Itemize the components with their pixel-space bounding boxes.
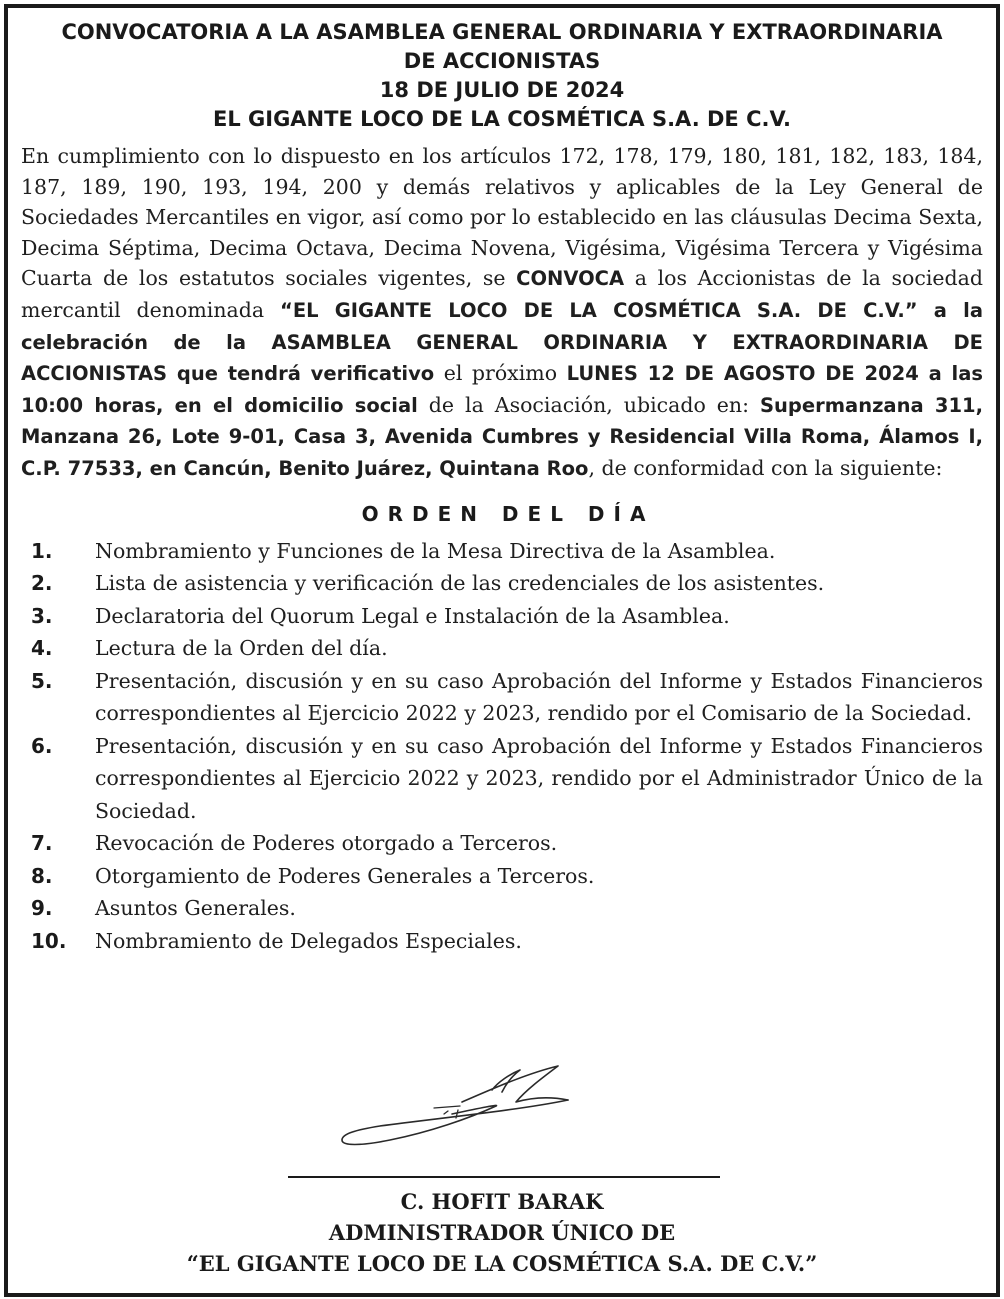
title-company: EL GIGANTE LOCO DE LA COSMÉTICA S.A. DE C.V. (212, 107, 791, 131)
title-line-2: DE ACCIONISTAS (403, 49, 601, 73)
list-item (21, 632, 983, 665)
intro-text-3: el próximo (434, 361, 567, 386)
list-item (21, 600, 983, 633)
list-item-text: Nombramiento y Funciones de la Mesa Directiva de la Asamblea. (95, 538, 776, 563)
list-item (21, 665, 983, 730)
list-item-number: 8. (31, 863, 53, 888)
list-item (21, 925, 983, 958)
list-item-text: Asuntos Generales. (95, 896, 296, 921)
intro-bold-company: “EL GIGANTE LOCO DE LA COSMÉTICA S.A. DE C.V.” a la celebración de la ASAMBLEA GENERAL ORDINARIA Y EXTRAORDINARIA DE ACCIONISTAS que tendrá verificativo (21, 298, 983, 386)
intro-bold-date: LUNES 12 DE AGOSTO DE 2024 a las 10:00 horas, en el domicilio social (21, 362, 983, 417)
list-item-number: 2. (31, 571, 53, 596)
list-item (21, 892, 983, 925)
list-item (21, 827, 983, 860)
list-item-text: Nombramiento de Delegados Especiales. (95, 928, 522, 953)
signer-block (8, 1186, 996, 1279)
agenda-title: ORDEN DEL DÍA (361, 501, 655, 526)
signer-company: “EL GIGANTE LOCO DE LA COSMÉTICA S.A. DE C.V.” (186, 1251, 818, 1276)
list-item-number: 1. (31, 538, 53, 563)
list-item (21, 730, 983, 828)
intro-bold-address: Supermanzana 311, Manzana 26, Lote 9-01, Casa 3, Avenida Cumbres y Residencial Villa Roma, Álamos I, C.P. 77533, en Cancún, Benito Juárez, Quintana Roo (21, 393, 983, 480)
list-item-number: 5. (31, 668, 53, 693)
handwritten-signature-icon (320, 1062, 620, 1157)
title-line-1: CONVOCATORIA A LA ASAMBLEA GENERAL ORDINARIA Y EXTRAORDINARIA (61, 20, 943, 44)
list-item-text: Presentación, discusión y en su caso Aprobación del Informe y Estados Financieros correspondientes al Ejercicio 2022 y 2023, rendido por el Administrador Único de la Sociedad. (95, 733, 983, 823)
signer-role: ADMINISTRADOR ÚNICO DE (328, 1220, 676, 1245)
intro-paragraph (21, 141, 983, 485)
intro-text-4: de la Asociación, ubicado en: (417, 392, 760, 417)
list-item-text: Revocación de Poderes otorgado a Terceros. (95, 831, 558, 856)
list-item-number: 9. (31, 896, 53, 921)
intro-bold-convoca: CONVOCA (516, 267, 625, 291)
list-item (21, 535, 983, 568)
intro-text-2: a los Accionistas de la sociedad mercantil denominada (21, 266, 983, 322)
list-item-number: 4. (31, 636, 53, 661)
list-item-number: 7. (31, 831, 53, 856)
signature-line (288, 1176, 720, 1178)
document-body (21, 18, 983, 957)
list-item-text: Otorgamiento de Poderes Generales a Terceros. (95, 863, 595, 888)
list-item (21, 567, 983, 600)
list-item-text: Lectura de la Orden del día. (95, 636, 388, 661)
signature-drawing (320, 1062, 620, 1157)
list-item-number: 3. (31, 603, 53, 628)
title-date: 18 DE JULIO DE 2024 (379, 78, 625, 102)
intro-text-5: , de conformidad con la siguiente: (588, 455, 943, 480)
intro-text-1: En cumplimiento con lo dispuesto en los artículos 172, 178, 179, 180, 181, 182, 183, 184, 187, 189, 190, 193, 194, 200 y demás relativos y aplicables de la Ley General de Sociedades Mercantiles en vigor, así como por lo establecido en las cláusulas Decima Sexta, Decima Séptima, Decima Octava, Decima Novena, Vigésima, Vigésima Tercera y Vigésima Cuarta de los estatutos sociales vigentes, se (21, 144, 983, 291)
list-item (21, 860, 983, 893)
list-item-number: 10. (31, 928, 67, 953)
agenda-list (21, 535, 983, 958)
list-item-text: Lista de asistencia y verificación de las credenciales de los asistentes. (95, 571, 825, 596)
list-item-number: 6. (31, 733, 53, 758)
list-item-text: Declaratoria del Quorum Legal e Instalación de la Asamblea. (95, 603, 730, 628)
list-item-text: Presentación, discusión y en su caso Aprobación del Informe y Estados Financieros correspondientes al Ejercicio 2022 y 2023, rendido por el Comisario de la Sociedad. (95, 668, 983, 726)
signer-name: C. HOFIT BARAK (400, 1189, 604, 1214)
